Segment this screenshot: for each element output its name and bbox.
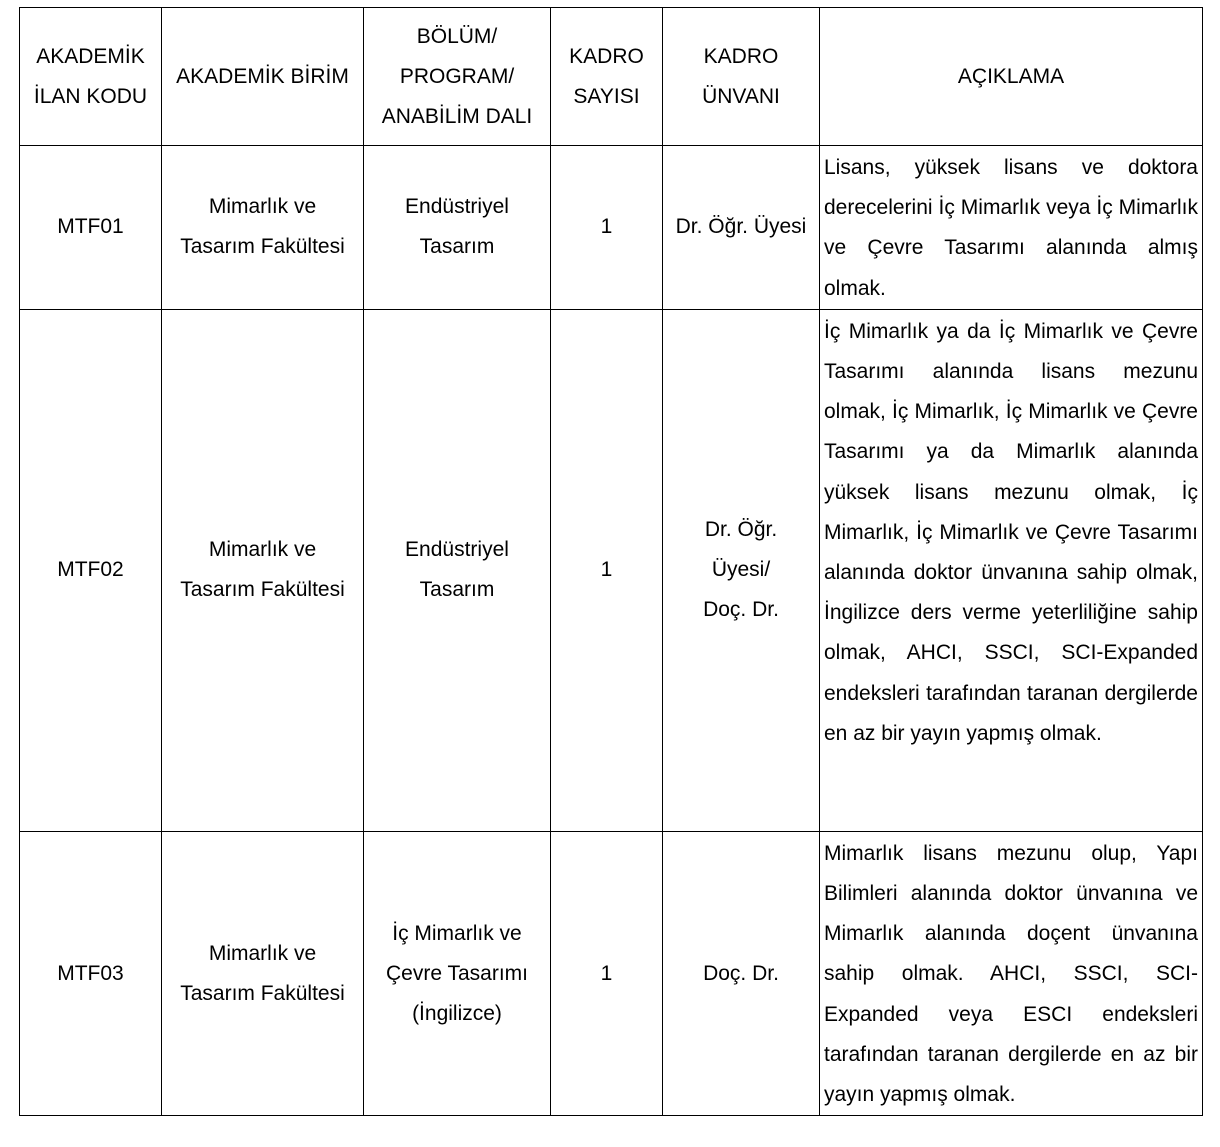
cell-unit: Mimarlık ve Tasarım Fakültesi [162,831,364,1115]
cell-unit: Mimarlık ve Tasarım Fakültesi [162,146,364,310]
cell-count: 1 [551,831,663,1115]
table-row [20,309,1203,831]
cell-code: MTF03 [20,831,162,1115]
description-text: Mimarlık lisans mezunu olup, Yapı Bilimleri alanında doktor ünvanına ve Mimarlık alanında doçent ünvanına sahip olmak. AHCI, SSCI, SCI-Expanded veya ESCI endeksleri tarafından taranan dergilerde en az bir yayın yapmış olmak. [824,841,1198,1107]
cell-description [820,831,1203,1115]
header-count: KADRO SAYISI [551,8,663,146]
header-department: BÖLÜM/ PROGRAM/ ANABİLİM DALI [364,8,551,146]
cell-department: Endüstriyel Tasarım [364,146,551,310]
cell-title: Doç. Dr. [663,831,820,1115]
cell-count: 1 [551,309,663,831]
cell-department: Endüstriyel Tasarım [364,309,551,831]
table-row [20,146,1203,310]
table-header-row [20,8,1203,146]
cell-count: 1 [551,146,663,310]
cell-department: İç Mimarlık ve Çevre Tasarımı (İngilizce) [364,831,551,1115]
table-row [20,831,1203,1115]
cell-title: Dr. Öğr. Üyesi/ Doç. Dr. [663,309,820,831]
header-title: KADRO ÜNVANI [663,8,820,146]
cell-description [820,309,1203,831]
cell-unit: Mimarlık ve Tasarım Fakültesi [162,309,364,831]
cell-code: MTF01 [20,146,162,310]
cell-description [820,146,1203,310]
job-listing-table [19,7,1203,1116]
header-code: AKADEMİK İLAN KODU [20,8,162,146]
description-text: Lisans, yüksek lisans ve doktora derecelerini İç Mimarlık veya İç Mimarlık ve Çevre Tasarımı alanında almış olmak. [824,156,1198,300]
header-description: AÇIKLAMA [820,8,1203,146]
header-unit: AKADEMİK BİRİM [162,8,364,146]
cell-code: MTF02 [20,309,162,831]
cell-title: Dr. Öğr. Üyesi [663,146,820,310]
description-text: İç Mimarlık ya da İç Mimarlık ve Çevre Tasarımı alanında lisans mezunu olmak, İç Mimarlık, İç Mimarlık ve Çevre Tasarımı ya da Mimarlık alanında yüksek lisans mezunu olmak, İç Mimarlık, İç Mimarlık ve Çevre Tasarımı alanında doktor ünvanına sahip olmak, İngilizce ders verme yeterliliğine sahip olmak, AHCI, SSCI, SCI-Expanded endeksleri tarafından taranan dergilerde en az bir yayın yapmış olmak. [824,319,1198,745]
